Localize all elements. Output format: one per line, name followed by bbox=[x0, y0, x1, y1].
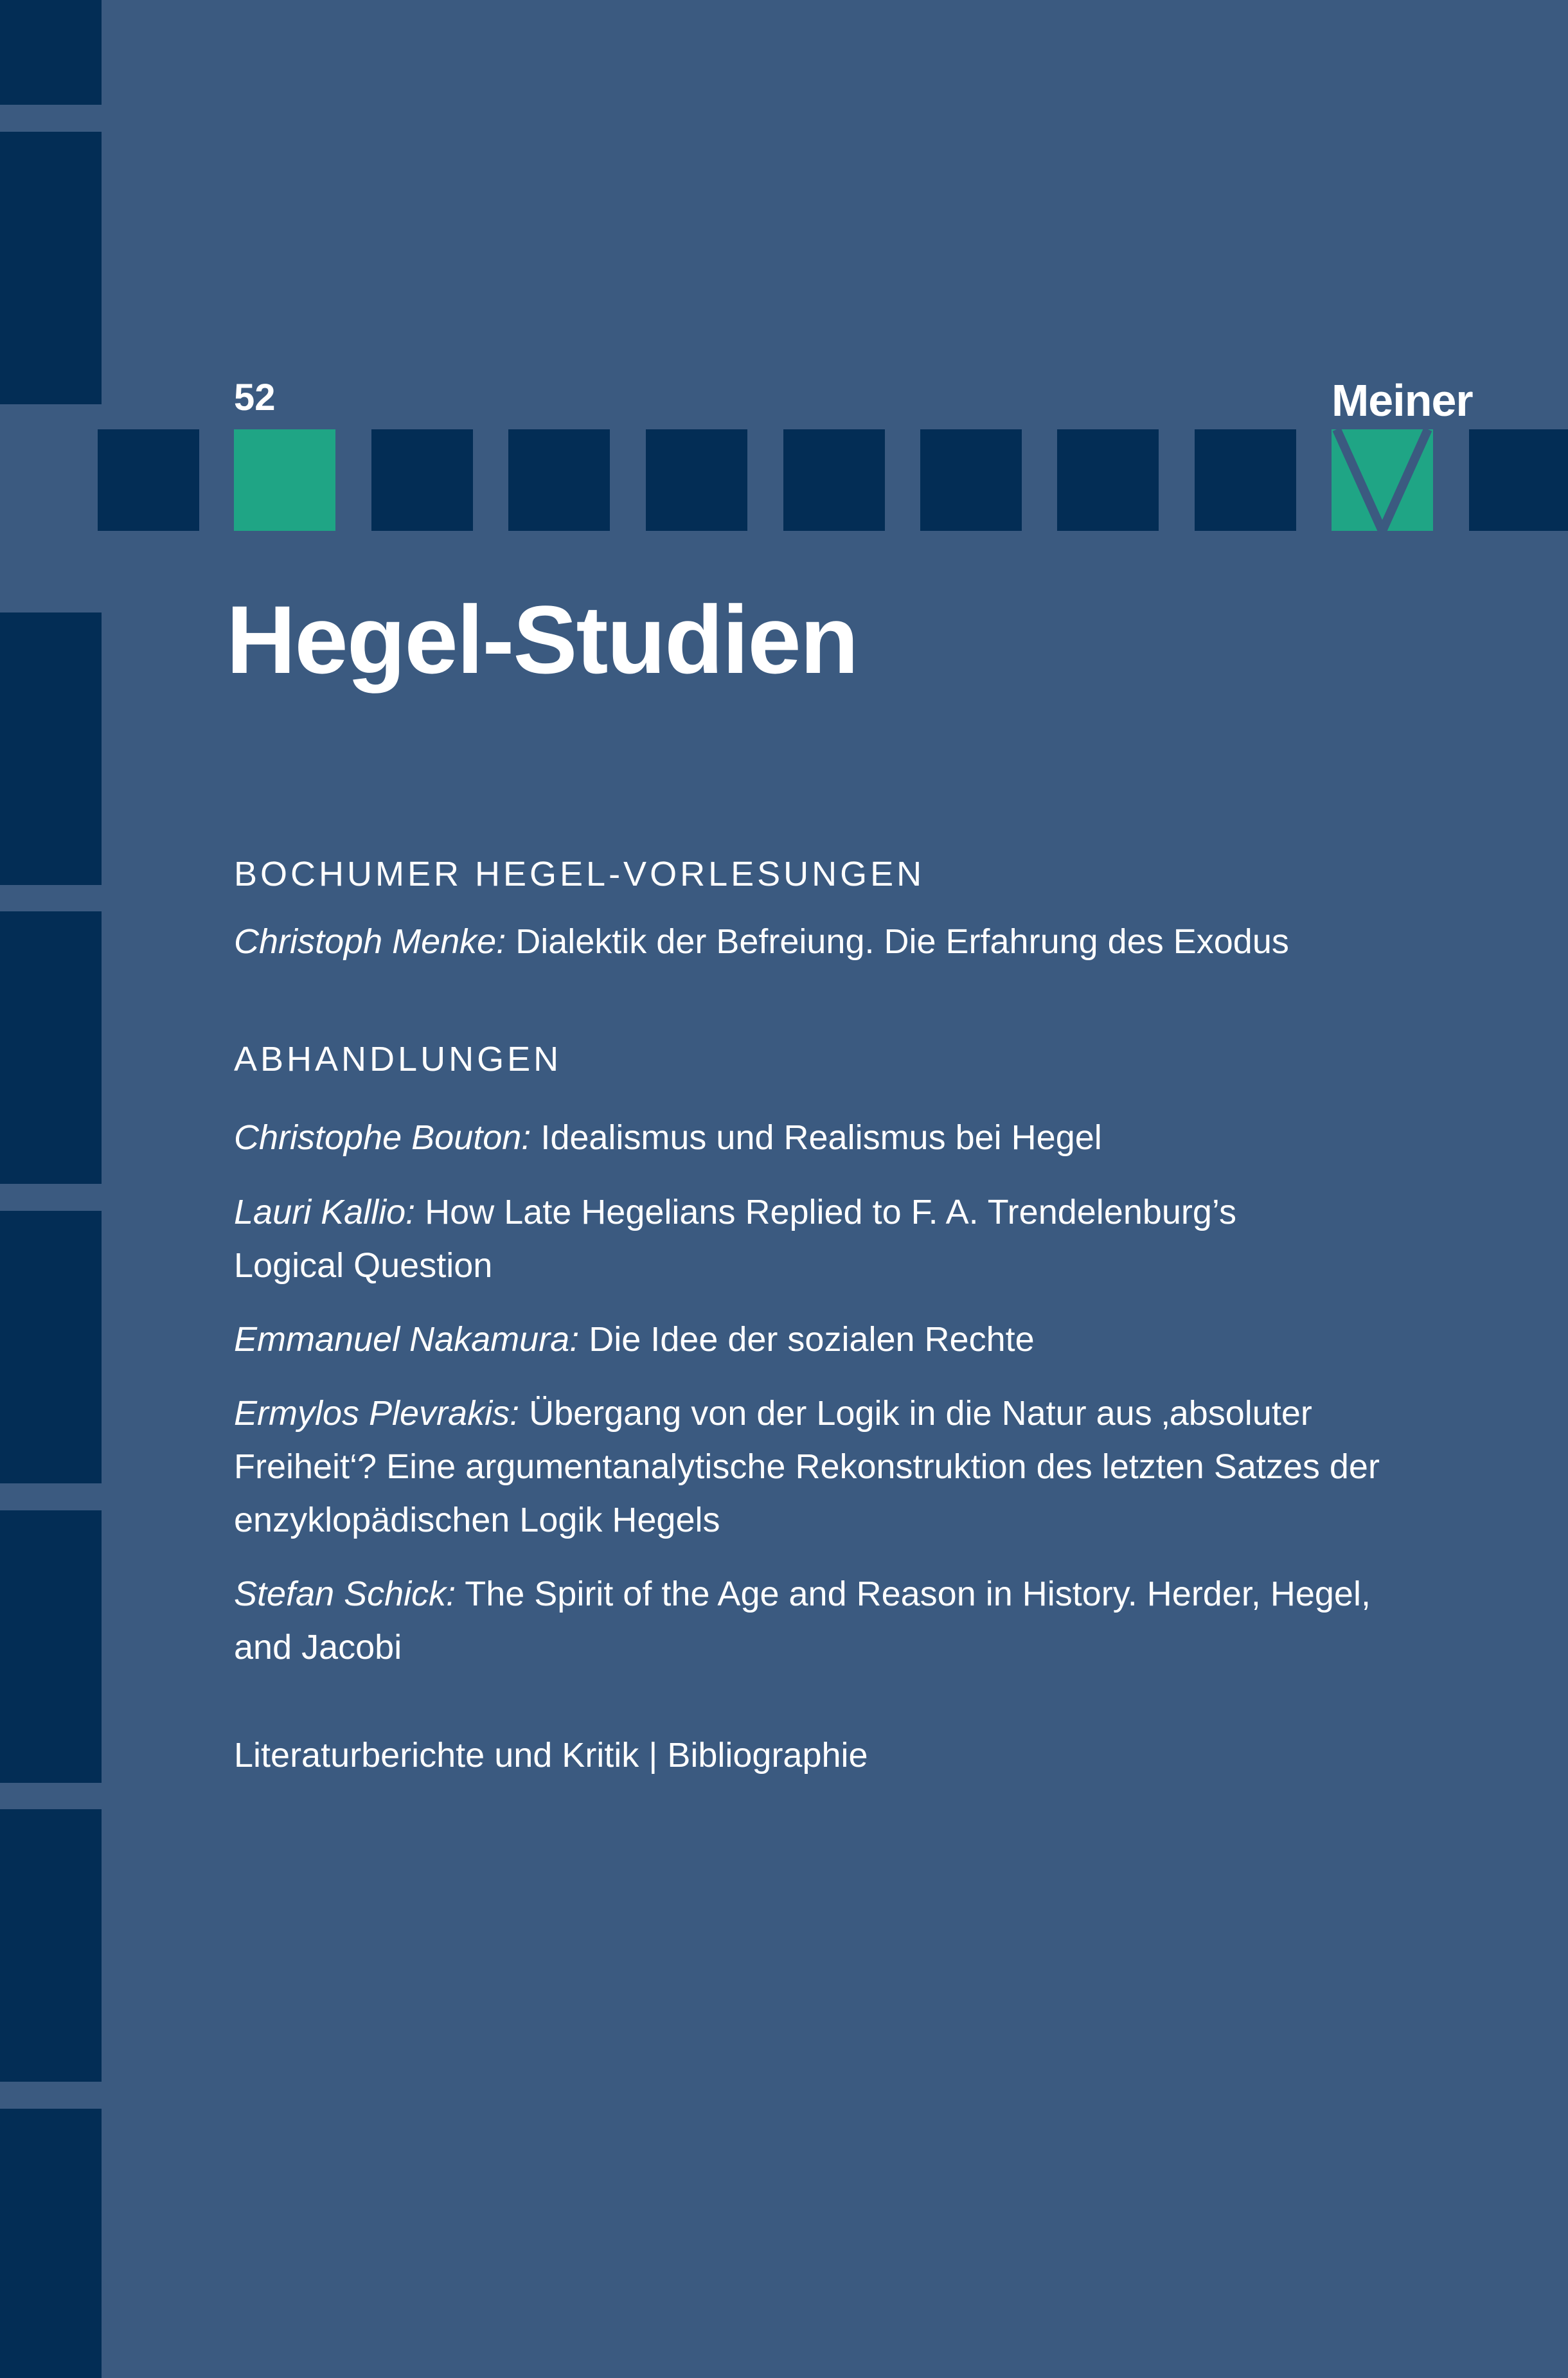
contents-entry bbox=[234, 1111, 1442, 1165]
entry-title: The Spirit of the Age and Reason in History. Herder, Hegel, and Jacobi bbox=[234, 1575, 1371, 1667]
decor-square bbox=[508, 429, 610, 531]
journal-title: Hegel-Studien bbox=[226, 586, 858, 693]
footer-line: Literaturberichte und Kritik | Bibliographie bbox=[234, 1736, 868, 1775]
contents-entry bbox=[234, 1568, 1410, 1674]
spine-block bbox=[0, 612, 102, 885]
issue-number: 52 bbox=[234, 377, 276, 418]
section-heading: ABHANDLUNGEN bbox=[234, 1040, 562, 1078]
entry-author: Christoph Menke: bbox=[234, 922, 506, 961]
entry-author: Stefan Schick: bbox=[234, 1575, 456, 1613]
spine-block bbox=[0, 1211, 102, 1483]
decor-square bbox=[98, 429, 199, 531]
decor-square bbox=[1057, 429, 1159, 531]
meiner-logo-icon bbox=[1332, 429, 1433, 531]
contents-entry bbox=[234, 915, 1442, 969]
spine-block bbox=[0, 0, 102, 105]
spine-block bbox=[0, 132, 102, 404]
contents-entry bbox=[234, 1313, 1442, 1366]
entry-author: Lauri Kallio: bbox=[234, 1193, 416, 1231]
decor-square bbox=[1469, 429, 1568, 531]
spine-block bbox=[0, 1510, 102, 1783]
entry-title: Idealismus und Realismus bei Hegel bbox=[540, 1118, 1102, 1157]
decor-square bbox=[371, 429, 473, 531]
decor-square bbox=[646, 429, 747, 531]
spine-block bbox=[0, 2109, 102, 2378]
issue-accent-square bbox=[234, 429, 335, 531]
decor-square bbox=[920, 429, 1022, 531]
decor-square bbox=[783, 429, 885, 531]
entry-title: Dialektik der Befreiung. Die Erfahrung des Exodus bbox=[515, 922, 1289, 961]
entry-title: How Late Hegelians Replied to F. A. Trendelenburg’s Logical Question bbox=[234, 1193, 1236, 1285]
contents-entry bbox=[234, 1186, 1326, 1292]
spine-block bbox=[0, 1809, 102, 2082]
entry-title: Die Idee der sozialen Rechte bbox=[589, 1320, 1035, 1359]
entry-author: Ermylos Plevrakis: bbox=[234, 1394, 520, 1433]
publisher-name: Meiner bbox=[1332, 375, 1473, 425]
entry-author: Emmanuel Nakamura: bbox=[234, 1320, 580, 1359]
entry-author: Christophe Bouton: bbox=[234, 1118, 531, 1157]
spine-block bbox=[0, 911, 102, 1184]
entry-title: Übergang von der Logik in die Natur aus ‚absoluter Freiheit‘? Eine argumentanalytische Rekonstruktion des letzten Satzes der enzyklopädischen Logik Hegels bbox=[234, 1394, 1380, 1539]
contents-entry bbox=[234, 1387, 1442, 1547]
section-heading: BOCHUMER HEGEL-VORLESUNGEN bbox=[234, 855, 925, 893]
decor-square bbox=[1195, 429, 1296, 531]
